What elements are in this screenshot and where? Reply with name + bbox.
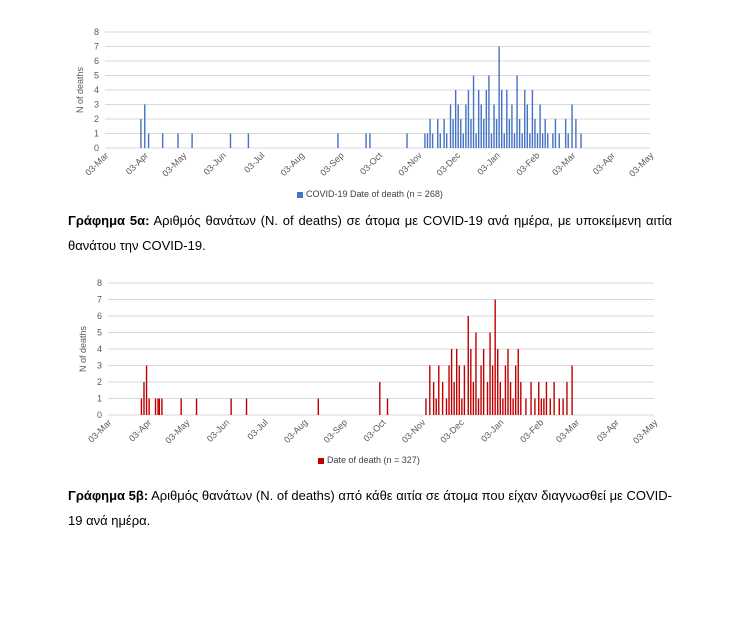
bar [461,399,462,416]
x-tick-label: 03-May [160,150,189,179]
bar [144,105,145,149]
bar [542,134,543,149]
bar [429,366,430,416]
bar [177,134,178,149]
bar [448,366,449,416]
bar [527,105,528,149]
bar [455,90,456,148]
chart-1-legend [297,189,443,199]
x-tick-label: 03-May [631,417,660,446]
bar [580,134,581,149]
bar [483,119,484,148]
x-tick-label: 03-Feb [514,150,542,178]
bar [159,399,160,416]
figure-caption-5a [68,208,672,258]
chart-covid19-deaths [60,20,680,205]
bar [501,90,502,148]
bar [546,382,547,415]
bar [489,333,490,416]
x-tick-label: 03-Nov [396,150,424,178]
figure-caption-5b [68,483,672,533]
bar [562,399,563,416]
bar [468,316,469,415]
bar [524,90,525,148]
bar [571,105,572,149]
bar [379,382,380,415]
y-tick-label: 8 [93,27,99,37]
x-tick-label: 03-Sep [321,417,350,445]
bar [318,399,319,416]
x-tick-label: 03-Oct [358,150,385,177]
bar [387,399,388,416]
bar [575,119,576,148]
y-tick-label: 0 [96,410,102,420]
bar [157,399,158,416]
bar [180,399,181,416]
bar [436,399,437,416]
bar [486,90,487,148]
bar [488,76,489,149]
bar [502,399,503,416]
bar [442,382,443,415]
bar [450,105,451,149]
x-tick-label: 03-Mar [83,150,111,178]
bar [500,382,501,415]
y-axis-label: N of deaths [75,66,85,114]
bar [505,366,506,416]
bar [518,349,519,415]
y-tick-label: 3 [96,360,102,371]
y-tick-label: 6 [93,56,99,66]
x-tick-label: 03-Apr [123,150,151,177]
x-tick-label: 03-Aug [281,417,310,445]
y-tick-label: 1 [93,128,99,139]
y-tick-label: 7 [93,41,99,52]
y-tick-label: 2 [96,377,102,387]
x-tick-label: 03-Mar [550,150,578,178]
x-tick-label: 03-Oct [361,417,388,444]
bar [544,119,545,148]
bar [516,76,517,149]
bar [425,399,426,416]
bar [473,382,474,415]
bar [470,349,471,415]
bar [248,134,249,149]
bar [437,119,438,148]
bar [459,366,460,416]
bar [155,399,156,416]
x-tick-label: 03-Jan [479,417,506,444]
bar [541,399,542,416]
x-tick-label: 03-Dec [438,417,466,445]
bar [480,366,481,416]
figure-label: Γράφημα 5β: [68,488,149,503]
bar [510,382,511,415]
bar [568,134,569,149]
bar [506,90,507,148]
x-tick-label: 03-Jun [201,150,229,177]
bar [468,90,469,148]
bar [493,105,494,149]
bar [432,134,433,149]
bar [512,399,513,416]
chart-2-plot [60,275,680,455]
bar [406,134,407,149]
bar [487,382,488,415]
bar [566,382,567,415]
x-tick-label: 03-Nov [399,417,428,445]
bar [196,399,197,416]
bar [483,349,484,415]
bar [571,366,572,416]
bar [491,134,492,149]
bar [565,119,566,148]
x-tick-label: 03-Dec [434,150,463,178]
bar [452,119,453,148]
bar [478,90,479,148]
bar [511,105,512,149]
y-tick-label: 3 [93,99,99,110]
y-tick-label: 8 [96,278,102,288]
bar [230,134,231,149]
bar [521,134,522,149]
bar [246,399,247,416]
x-tick-label: 03-Jul [242,150,267,175]
y-axis-label: N of deaths [78,325,88,373]
bar [451,349,452,415]
figure-label: Γράφημα 5α: [68,213,150,228]
bar [473,76,474,149]
bar [509,119,510,148]
bar [538,382,539,415]
bar [369,134,370,149]
legend-swatch-icon [297,192,303,198]
x-tick-label: 03-Feb [518,417,546,445]
chart-1-plot [60,20,680,190]
y-tick-label: 5 [96,327,102,338]
bar [475,134,476,149]
chart-all-cause-deaths [60,275,680,470]
bar [230,399,231,416]
figure-caption-text: Αριθμός θανάτων (N. of deaths) από κάθε αιτία σε άτομα που είχαν διαγνωσθεί με COVID-19 ανά ημέρα. [68,488,672,528]
bar [519,119,520,148]
x-tick-label: 03-Apr [590,150,618,177]
bar [492,366,493,416]
bar [514,134,515,149]
bar [162,134,163,149]
bar [433,382,434,415]
x-tick-label: 03-May [627,150,656,179]
bar [559,399,560,416]
legend-label: COVID-19 Date of death (n = 268) [306,189,443,199]
bar [464,366,465,416]
bar [497,349,498,415]
bar [475,333,476,416]
bar [429,119,430,148]
bar [161,399,162,416]
bar [337,134,338,149]
y-tick-label: 4 [96,344,102,354]
bar [438,366,439,416]
bar [478,399,479,416]
bar [507,349,508,415]
x-tick-label: 03-Jun [204,417,232,444]
bar [520,382,521,415]
y-tick-label: 6 [96,311,102,321]
bar [446,399,447,416]
bar [532,90,533,148]
bar [191,134,192,149]
chart-2-legend [318,455,420,465]
bar [498,47,499,149]
x-tick-label: 03-Jan [475,150,502,177]
bar [553,382,554,415]
y-tick-label: 5 [93,70,99,81]
x-tick-label: 03-Mar [86,417,114,445]
bar [453,382,454,415]
bar [446,134,447,149]
legend-label: Date of death (n = 327) [327,455,420,465]
x-tick-label: 03-Apr [126,417,154,444]
bar [424,134,425,149]
bar [555,119,556,148]
x-tick-label: 03-Aug [278,150,307,178]
bar [456,349,457,415]
bar [463,134,464,149]
y-tick-label: 2 [93,114,99,124]
bar [141,399,142,416]
bar [457,105,458,149]
bar [460,119,461,148]
y-tick-label: 0 [93,143,99,153]
y-tick-label: 4 [93,85,99,95]
bar [148,399,149,416]
y-tick-label: 7 [96,294,102,305]
bar [443,119,444,148]
bar [552,134,553,149]
bar [543,399,544,416]
bar [559,134,560,149]
y-tick-label: 1 [96,393,102,404]
bar [515,366,516,416]
legend-swatch-icon [318,458,324,464]
x-tick-label: 03-May [163,417,192,446]
bar [534,399,535,416]
bar [465,105,466,149]
figure-caption-text: Αριθμός θανάτων (N. of deaths) σε άτομα με COVID-19 ανά ημέρα, με υποκείμενη αιτία θανάτου την COVID-19. [68,213,672,253]
bar [550,399,551,416]
bar [496,119,497,148]
bar [140,119,141,148]
bar [537,134,538,149]
bar [365,134,366,149]
x-tick-label: 03-Jul [245,417,270,442]
bar [146,366,147,416]
bar [504,134,505,149]
x-tick-label: 03-Mar [553,417,582,445]
bar [547,134,548,149]
bar [529,134,530,149]
bar [470,119,471,148]
bar [530,382,531,415]
bar [148,134,149,149]
x-tick-label: 03-Apr [594,417,621,444]
bar [143,382,144,415]
bar [427,134,428,149]
bar [494,300,495,416]
bar [440,134,441,149]
bar [481,105,482,149]
bar [525,399,526,416]
bar [534,119,535,148]
x-tick-label: 03-Sep [318,150,346,178]
bar [539,105,540,149]
